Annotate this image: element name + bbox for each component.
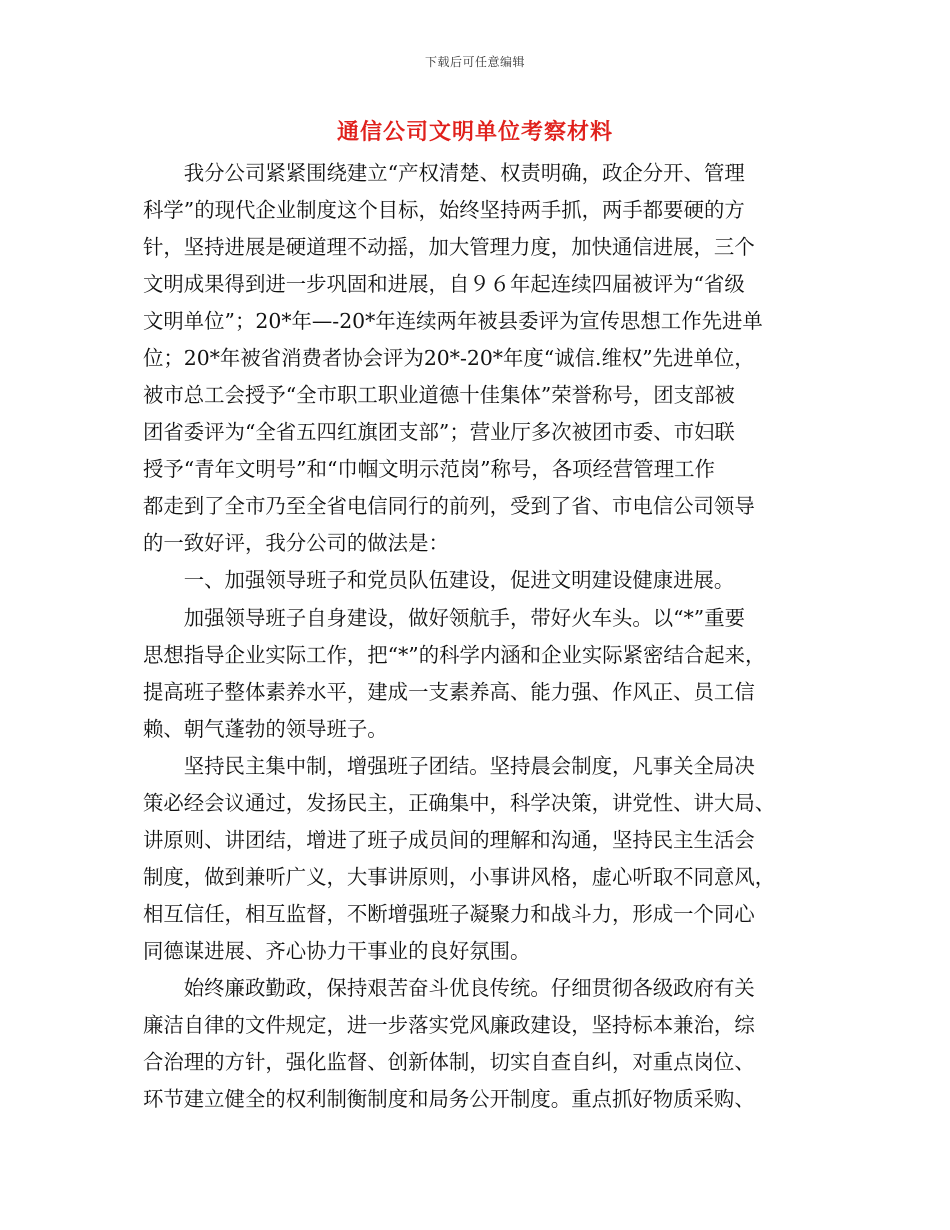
paragraph-intro [143,155,813,562]
text-line: 相互信任，相互监督，不断增强班子凝聚力和战斗力，形成一个同心 [143,902,755,926]
text-line: 制度，做到兼听广义，大事讲原则，小事讲风格，虚心听取不同意风， [143,865,776,889]
paragraph-integrity [143,970,813,1118]
text-line: 文明单位”；20*年—-20*年连续两年被县委评为宣传思想工作先进单 [143,309,763,333]
text-line: 坚持民主集中制，增强班子团结。坚持晨会制度，凡事关全局决 [143,754,755,778]
text-line: 策必经会议通过，发扬民主，正确集中，科学决策，讲党性、讲大局、 [143,791,776,815]
text-line: 思想指导企业实际工作，把“*”的科学内涵和企业实际紧密结合起来， [143,643,766,667]
text-line: 位；20*年被省消费者协会评为20*-20*年度“诚信.维权”先进单位， [143,346,755,370]
text-line: 被市总工会授予“全市职工职业道德十佳集体”荣誉称号，团支部被 [143,383,735,407]
text-line: 讲原则、讲团结，增进了班子成员间的理解和沟通，坚持民主生活会 [143,828,755,852]
section-heading [143,562,813,599]
text-line: 加强领导班子自身建设，做好领航手，带好火车头。以“*”重要 [143,606,745,630]
text-line: 同德谋进展、齐心协力干事业的良好氛围。 [143,939,531,963]
text-line: 一、加强领导班子和党员队伍建设，促进文明建设健康进展。 [143,568,735,592]
header-note: 下载后可任意编辑 [424,55,525,69]
text-line: 始终廉政勤政，保持艰苦奋斗优良传统。仔细贯彻各级政府有关 [143,976,755,1000]
text-line: 廉洁自律的文件规定，进一步落实党风廉政建设，坚持标本兼治，综 [143,1013,755,1037]
text-line: 我分公司紧紧围绕建立“产权清楚、权责明确，政企分开、管理 [143,161,745,185]
text-line: 团省委评为“全省五四红旗团支部”；营业厅多次被团市委、市妇联 [143,420,735,444]
text-line: 的一致好评，我分公司的做法是： [143,531,449,555]
document-title: 通信公司文明单位考察材料 [336,120,613,145]
text-line: 科学”的现代企业制度这个目标，始终坚持两手抓，两手都要硬的方 [143,198,745,222]
text-line: 提高班子整体素养水平，建成一支素养高、能力强、作风正、员工信 [143,680,755,704]
text-line: 针，坚持进展是硬道理不动摇，加大管理力度，加快通信进展，三个 [143,235,755,259]
text-line: 赖、朝气蓬勃的领导班子。 [143,717,388,741]
text-line: 合治理的方针，强化监督、创新体制，切实自查自纠，对重点岗位、 [143,1050,755,1074]
paragraph-democracy [143,748,813,970]
text-line: 环节建立健全的权利制衡制度和局务公开制度。重点抓好物质采购、 [143,1087,755,1111]
text-line: 都走到了全市乃至全省电信同行的前列，受到了省、市电信公司领导 [143,494,755,518]
paragraph-leadership [143,600,813,748]
text-line: 授予“青年文明号”和“巾帼文明示范岗”称号，各项经营管理工作 [143,457,715,481]
text-line: 文明成果得到进一步巩固和进展，自９６年起连续四届被评为“省级 [143,272,745,296]
